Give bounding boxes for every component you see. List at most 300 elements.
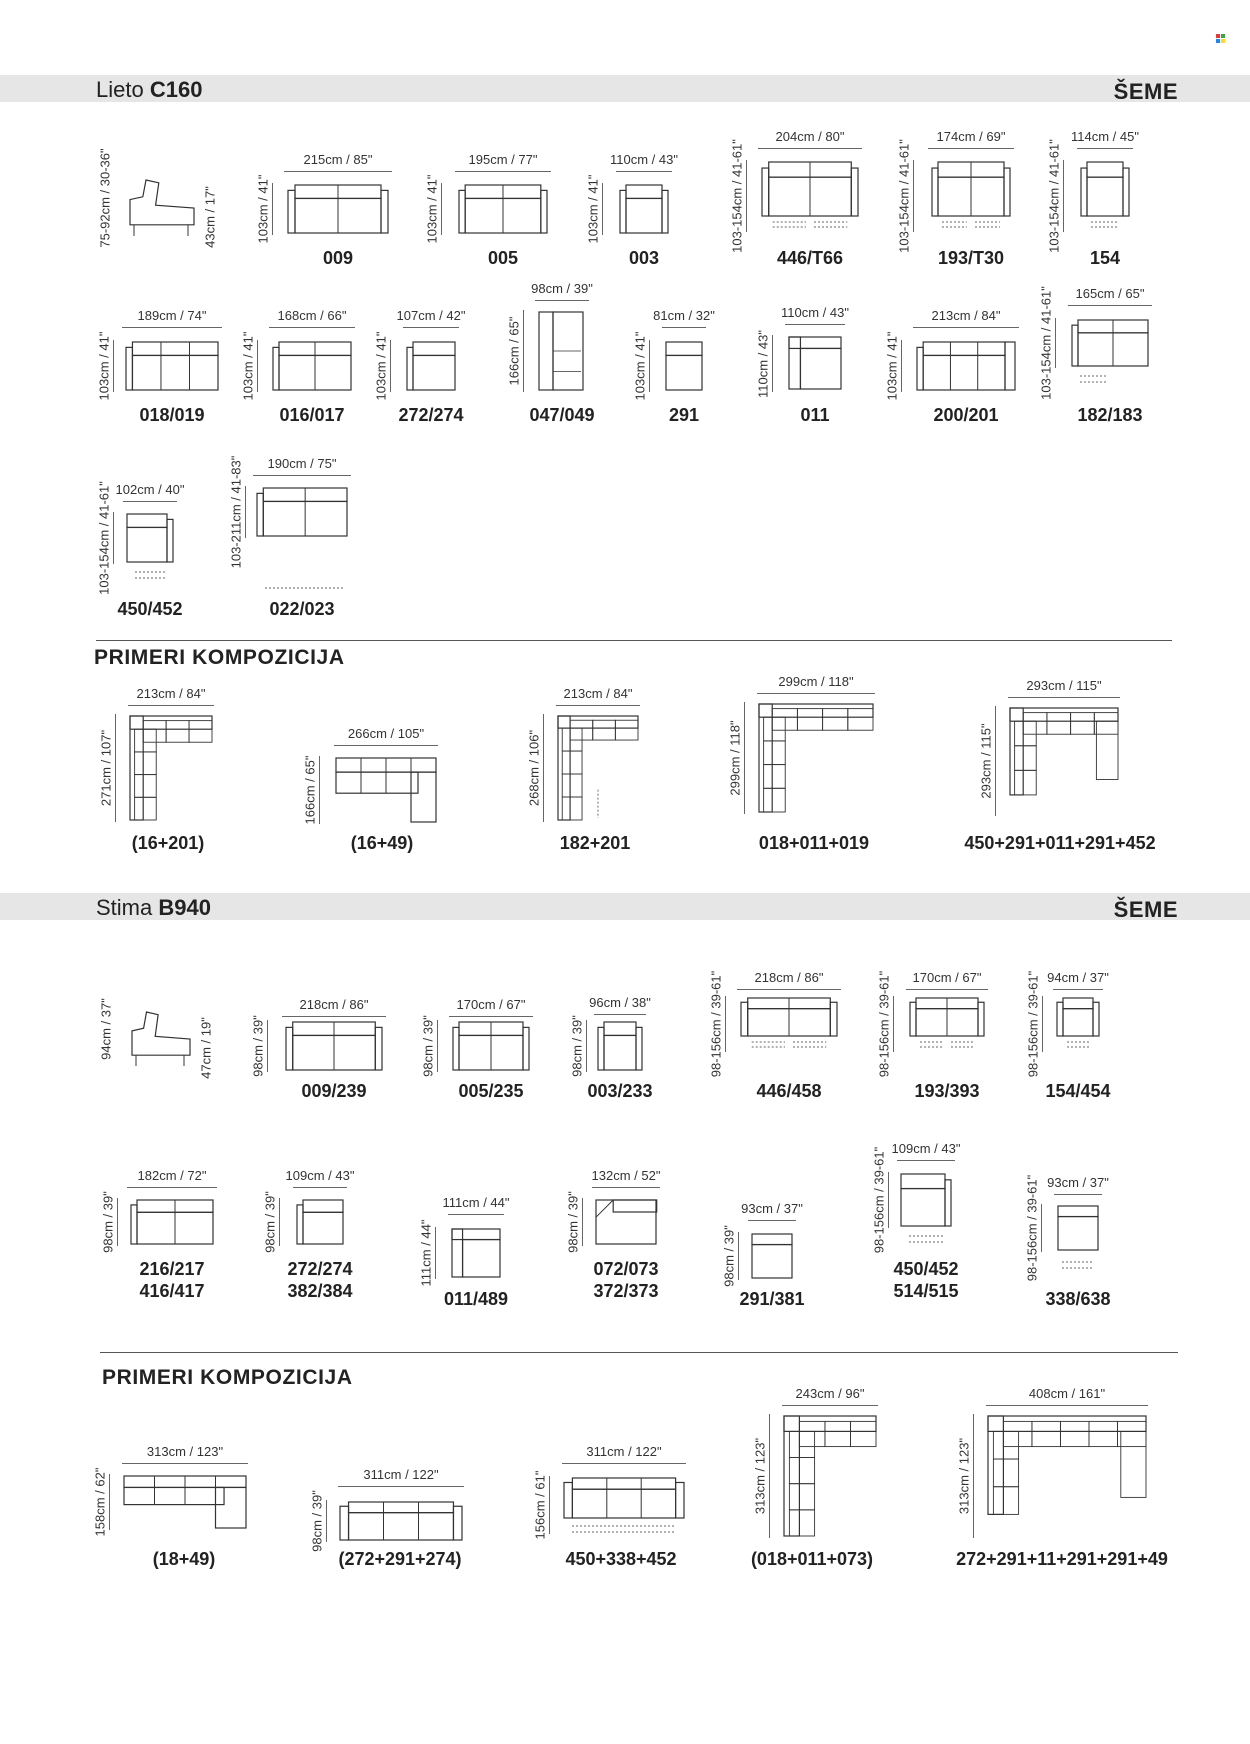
width-dimension-line	[282, 1016, 386, 1017]
height-dimension-line	[769, 1414, 770, 1538]
height-label: 103cm / 41"	[632, 331, 648, 401]
side-profile-1	[130, 1010, 192, 1068]
height-dimension-line	[649, 340, 650, 392]
scheme-1-2-drawing	[596, 1020, 644, 1072]
width-dimension-line	[1068, 305, 1152, 306]
composition-code: 450+291+011+291+452	[964, 833, 1156, 853]
scheme-0-14	[125, 512, 175, 564]
scheme-0-10-drawing	[664, 340, 704, 392]
compositions-title: PRIMERI KOMPOZICIJA	[102, 1366, 353, 1389]
height-dimension-line	[113, 512, 114, 564]
width-label: 110cm / 43"	[781, 305, 849, 320]
code-line: 016/017	[279, 405, 345, 425]
height-label: 158cm / 62"	[92, 1467, 108, 1537]
height-dimension-line	[117, 1198, 118, 1246]
scheme-1-1	[451, 1020, 531, 1072]
scheme-0-5-drawing	[1079, 160, 1131, 232]
code-line: 272/274	[398, 405, 464, 425]
width-dimension-line	[122, 327, 222, 328]
scheme-1-5-drawing	[1055, 996, 1101, 1052]
scheme-0-3-drawing	[760, 160, 860, 232]
composition-0-0	[128, 714, 214, 822]
model-code-label	[139, 1258, 204, 1302]
height-dimension-line	[602, 183, 603, 235]
composition-1-1	[338, 1500, 464, 1542]
height-dimension-line	[113, 340, 114, 392]
width-dimension-line	[662, 327, 706, 328]
height-label: 103cm / 41"	[96, 331, 112, 401]
composition-1-1-drawing	[338, 1500, 464, 1542]
composition-0-0-drawing	[128, 714, 214, 822]
width-dimension-line	[284, 171, 392, 172]
composition-1-3-drawing	[782, 1414, 878, 1538]
width-label: 98cm / 39"	[531, 281, 593, 296]
model-code-label	[269, 598, 334, 620]
width-dimension-line	[128, 705, 214, 706]
width-label: 102cm / 40"	[115, 482, 185, 497]
schemes-label: ŠEME	[1113, 897, 1178, 922]
code-line: 193/T30	[937, 248, 1005, 268]
composition-0-2	[556, 714, 640, 822]
model-code-label	[1045, 1080, 1110, 1102]
width-dimension-line	[748, 1220, 796, 1221]
width-label: 81cm / 32"	[653, 308, 715, 323]
scheme-0-12	[915, 340, 1017, 392]
model-code-label	[914, 1080, 979, 1102]
scheme-0-13-drawing	[1070, 318, 1150, 368]
model-code-label	[279, 404, 344, 426]
height-label: 98cm / 39"	[565, 1191, 581, 1253]
width-dimension-line	[403, 327, 459, 328]
height-dimension-line	[245, 486, 246, 538]
scheme-0-15	[255, 486, 349, 538]
code-line: 003	[628, 248, 660, 268]
section-divider	[100, 1352, 1178, 1353]
model-code-label	[529, 404, 594, 426]
height-label: 166cm / 65"	[506, 316, 522, 386]
height-dimension-line	[888, 1172, 889, 1228]
composition-1-0	[122, 1474, 248, 1530]
height-dimension-line	[744, 702, 745, 814]
model-code-label	[1090, 247, 1120, 269]
scheme-1-3-drawing	[739, 996, 839, 1052]
code-line: 011/489	[443, 1289, 509, 1309]
scheme-0-5	[1079, 160, 1131, 232]
height-label: 103cm / 41"	[884, 331, 900, 401]
height-dimension-line	[267, 1020, 268, 1072]
scheme-1-8-drawing	[450, 1227, 502, 1279]
width-label: 311cm / 122"	[363, 1467, 439, 1482]
width-label: 311cm / 122"	[586, 1444, 662, 1459]
height-dimension-line	[279, 1198, 280, 1246]
width-dimension-line	[1054, 1194, 1102, 1195]
side-profile-0-drawing	[128, 178, 196, 238]
model-code-label	[301, 1080, 366, 1102]
side-profile-1-drawing	[130, 1010, 192, 1068]
scheme-1-7-drawing	[295, 1198, 345, 1246]
height-label: 156cm / 61"	[532, 1470, 548, 1540]
height-label: 103cm / 41"	[585, 174, 601, 244]
scheme-0-1-drawing	[457, 183, 549, 235]
width-dimension-line	[906, 989, 988, 990]
height-dimension-line	[1063, 160, 1064, 232]
series-name: Lieto	[96, 77, 144, 102]
width-dimension-line	[269, 327, 355, 328]
width-label: 204cm / 80"	[775, 129, 845, 144]
width-label: 168cm / 66"	[277, 308, 347, 323]
height-dimension-line	[901, 340, 902, 392]
width-label: 94cm / 37"	[1047, 970, 1109, 985]
height-label: 111cm / 44"	[418, 1219, 434, 1287]
composition-code: (018+011+073)	[750, 1549, 874, 1569]
height-label: 98cm / 39"	[420, 1015, 436, 1077]
code-line: 005/235	[458, 1081, 524, 1101]
width-label: 313cm / 123"	[146, 1444, 224, 1459]
scheme-0-1	[457, 183, 549, 235]
width-label: 182cm / 72"	[137, 1168, 207, 1183]
scheme-1-5	[1055, 996, 1101, 1052]
model-code-label	[756, 1080, 821, 1102]
height-label: 103-154cm / 41-61"	[1046, 139, 1062, 253]
code-line: 005	[487, 248, 519, 268]
composition-1-2	[562, 1476, 686, 1534]
width-dimension-line	[455, 171, 551, 172]
width-dimension-line	[253, 475, 351, 476]
height-label: 293cm / 115"	[978, 723, 994, 799]
width-label: 107cm / 42"	[396, 308, 466, 323]
height-label: 166cm / 65"	[302, 755, 318, 825]
height-label: 98cm / 39"	[100, 1191, 116, 1253]
height-dimension-line	[973, 1414, 974, 1538]
height-label: 98cm / 39"	[309, 1490, 325, 1552]
model-code-label	[444, 1288, 508, 1310]
width-dimension-line	[123, 501, 177, 502]
seat-height-label: 47cm / 19"	[198, 1016, 214, 1079]
height-label: 299cm / 118"	[727, 720, 743, 796]
height-dimension-line	[390, 340, 391, 392]
scheme-1-7	[295, 1198, 345, 1246]
width-dimension-line	[592, 1187, 660, 1188]
width-dimension-line	[293, 1187, 347, 1188]
width-dimension-line	[1008, 697, 1120, 698]
height-label: 313cm / 123"	[956, 1437, 972, 1515]
code-line: 450/452	[893, 1259, 959, 1279]
composition-0-4	[1008, 706, 1120, 816]
code-line: 009	[322, 248, 354, 268]
scheme-0-9	[537, 310, 587, 392]
height-total-label: 94cm / 37"	[98, 998, 114, 1060]
scheme-0-9-drawing	[537, 310, 587, 392]
scheme-0-11	[787, 335, 843, 392]
composition-1-4	[986, 1414, 1148, 1538]
model-code-label	[287, 1258, 352, 1302]
section-header-1	[0, 893, 1250, 920]
width-dimension-line	[122, 1463, 248, 1464]
height-label: 103-154cm / 41-61"	[1038, 286, 1054, 400]
model-code-label	[777, 247, 843, 269]
scheme-1-10-drawing	[750, 1232, 794, 1280]
height-dimension-line	[995, 706, 996, 816]
composition-1-4-drawing	[986, 1414, 1148, 1538]
code-line: 416/417	[139, 1281, 205, 1301]
height-label: 98-156cm / 39-61"	[1024, 1174, 1040, 1282]
composition-code: 272+291+11+291+291+49	[956, 1549, 1168, 1569]
model-code-label	[933, 404, 998, 426]
code-line: 154/454	[1045, 1081, 1111, 1101]
code-line: 011	[800, 405, 830, 425]
width-label: 190cm / 75"	[267, 456, 337, 471]
width-label: 110cm / 43"	[610, 152, 678, 167]
width-label: 111cm / 44"	[442, 1195, 510, 1210]
composition-code: (18+49)	[152, 1549, 216, 1569]
composition-0-3	[757, 702, 875, 814]
height-label: 103cm / 41"	[424, 174, 440, 244]
width-label: 213cm / 84"	[931, 308, 1001, 323]
composition-code: 018+011+019	[758, 833, 870, 853]
composition-1-3	[782, 1414, 878, 1538]
height-label: 98cm / 39"	[262, 1191, 278, 1253]
scheme-0-7	[271, 340, 353, 392]
width-label: 114cm / 45"	[1071, 129, 1139, 144]
code-line: 018/019	[139, 405, 205, 425]
model-code-label	[488, 247, 518, 269]
height-dimension-line	[441, 183, 442, 235]
height-dimension-line	[1041, 1204, 1042, 1252]
height-label: 98cm / 39"	[569, 1015, 585, 1077]
height-label: 98-156cm / 39-61"	[876, 970, 892, 1078]
model-code-label	[800, 404, 829, 426]
width-dimension-line	[757, 693, 875, 694]
scheme-0-0-drawing	[286, 183, 390, 235]
scheme-1-2	[596, 1020, 644, 1072]
scheme-1-0-drawing	[284, 1020, 384, 1072]
composition-code: (16+49)	[350, 833, 414, 853]
height-dimension-line	[319, 756, 320, 824]
code-line: 216/217	[139, 1259, 205, 1279]
composition-0-3-drawing	[757, 702, 875, 814]
width-dimension-line	[594, 1014, 646, 1015]
scheme-0-4-drawing	[930, 160, 1012, 232]
code-line: 193/393	[914, 1081, 980, 1101]
width-dimension-line	[562, 1463, 686, 1464]
code-line: 200/201	[933, 405, 999, 425]
scheme-0-4	[930, 160, 1012, 232]
scheme-1-0	[284, 1020, 384, 1072]
height-label: 103cm / 41"	[255, 174, 271, 244]
height-dimension-line	[1042, 996, 1043, 1052]
code-line: 022/023	[269, 599, 335, 619]
code-line: 003/233	[587, 1081, 653, 1101]
width-label: 189cm / 74"	[137, 308, 207, 323]
width-dimension-line	[913, 327, 1019, 328]
height-dimension-line	[437, 1020, 438, 1072]
code-line: 072/073	[593, 1259, 659, 1279]
composition-code: 450+338+452	[565, 1549, 677, 1569]
scheme-0-13	[1070, 318, 1150, 368]
model-code-label	[139, 404, 204, 426]
height-dimension-line	[913, 160, 914, 232]
model-code-label	[669, 404, 699, 426]
code-line: 382/384	[287, 1281, 353, 1301]
model-code-label	[398, 404, 463, 426]
code-line: 291/381	[739, 1289, 805, 1309]
scheme-0-15-drawing	[255, 486, 349, 538]
width-dimension-line	[737, 989, 841, 990]
scheme-0-11-drawing	[787, 335, 843, 392]
width-dimension-line	[449, 1016, 533, 1017]
code-line: 047/049	[529, 405, 595, 425]
model-code-label	[593, 1258, 658, 1302]
height-label: 110cm / 43"	[755, 329, 771, 398]
composition-0-2-drawing	[556, 714, 640, 822]
model-code-label	[938, 247, 1004, 269]
scheme-0-2-drawing	[618, 183, 670, 235]
width-dimension-line	[758, 148, 862, 149]
height-dimension-line	[109, 1474, 110, 1530]
height-label: 103-154cm / 41-61"	[896, 139, 912, 253]
model-code-label	[1077, 404, 1142, 426]
height-dimension-line	[257, 340, 258, 392]
composition-code: (272+291+274)	[338, 1549, 462, 1569]
schemes-label: ŠEME	[1113, 79, 1178, 104]
code-line: 182/183	[1077, 405, 1143, 425]
height-dimension-line	[746, 160, 747, 232]
scheme-1-11-drawing	[899, 1172, 953, 1228]
width-dimension-line	[928, 148, 1014, 149]
width-label: 213cm / 84"	[563, 686, 633, 701]
series-title	[96, 77, 202, 103]
brand-logo-icon	[1216, 34, 1225, 43]
width-label: 218cm / 86"	[754, 970, 824, 985]
scheme-0-2	[618, 183, 670, 235]
scheme-0-14-drawing	[125, 512, 175, 564]
width-label: 170cm / 67"	[456, 997, 526, 1012]
width-label: 165cm / 65"	[1075, 286, 1145, 301]
width-dimension-line	[535, 300, 589, 301]
section-header-0	[0, 75, 1250, 102]
composition-code: (16+201)	[131, 833, 205, 853]
width-label: 299cm / 118"	[778, 674, 854, 689]
height-label: 268cm / 106"	[526, 729, 542, 807]
width-dimension-line	[782, 1405, 878, 1406]
height-label: 98-156cm / 39-61"	[708, 970, 724, 1078]
code-line: 446/T66	[776, 248, 844, 268]
side-profile-0	[128, 178, 196, 238]
scheme-1-9	[594, 1198, 658, 1246]
height-dimension-line	[582, 1198, 583, 1246]
composition-0-1	[334, 756, 438, 824]
code-line: 154	[1089, 248, 1121, 268]
model-code-label	[458, 1080, 523, 1102]
height-label: 98cm / 39"	[250, 1015, 266, 1077]
code-line: 291	[668, 405, 700, 425]
height-label: 271cm / 107"	[98, 729, 114, 807]
model-code-label	[1045, 1288, 1110, 1310]
height-dimension-line	[115, 714, 116, 822]
code-line: 514/515	[893, 1281, 959, 1301]
scheme-1-8	[450, 1227, 502, 1279]
width-dimension-line	[127, 1187, 217, 1188]
height-label: 98-156cm / 39-61"	[871, 1146, 887, 1254]
model-code-label	[739, 1288, 804, 1310]
scheme-1-10	[750, 1232, 794, 1280]
scheme-1-6-drawing	[129, 1198, 215, 1246]
width-dimension-line	[338, 1486, 464, 1487]
height-dimension-line	[725, 996, 726, 1052]
height-total-label: 75-92cm / 30-36"	[97, 148, 113, 248]
code-line: 450/452	[117, 599, 183, 619]
code-line: 009/239	[301, 1081, 367, 1101]
width-label: 109cm / 43"	[891, 1141, 961, 1156]
height-dimension-line	[543, 714, 544, 822]
scheme-0-12-drawing	[915, 340, 1017, 392]
width-label: 218cm / 86"	[299, 997, 369, 1012]
width-dimension-line	[986, 1405, 1148, 1406]
width-dimension-line	[556, 705, 640, 706]
composition-1-0-drawing	[122, 1474, 248, 1530]
height-dimension-line	[586, 1020, 587, 1072]
compositions-title: PRIMERI KOMPOZICIJA	[94, 646, 345, 669]
height-dimension-line	[326, 1500, 327, 1542]
height-dimension-line	[549, 1476, 550, 1534]
model-code-label	[629, 247, 659, 269]
width-label: 93cm / 37"	[741, 1201, 803, 1216]
scheme-1-6	[129, 1198, 215, 1246]
width-dimension-line	[448, 1214, 504, 1215]
scheme-0-3	[760, 160, 860, 232]
height-label: 98-156cm / 39-61"	[1025, 970, 1041, 1078]
model-code-label	[893, 1258, 958, 1302]
width-label: 243cm / 96"	[795, 1386, 865, 1401]
scheme-1-11	[899, 1172, 953, 1228]
model-code-label	[117, 598, 182, 620]
scheme-0-6	[124, 340, 220, 392]
code-line: 372/373	[593, 1281, 659, 1301]
scheme-1-1-drawing	[451, 1020, 531, 1072]
model-code: B940	[158, 895, 211, 920]
width-label: 170cm / 67"	[912, 970, 982, 985]
scheme-0-0	[286, 183, 390, 235]
scheme-0-6-drawing	[124, 340, 220, 392]
composition-0-1-drawing	[334, 756, 438, 824]
width-dimension-line	[897, 1160, 955, 1161]
code-line: 272/274	[287, 1259, 353, 1279]
height-dimension-line	[893, 996, 894, 1052]
height-dimension-line	[523, 310, 524, 392]
scheme-0-10	[664, 340, 704, 392]
composition-0-4-drawing	[1008, 706, 1120, 816]
width-label: 215cm / 85"	[303, 152, 373, 167]
height-label: 98cm / 39"	[721, 1225, 737, 1287]
width-dimension-line	[785, 324, 845, 325]
section-divider	[96, 640, 1172, 641]
height-label: 313cm / 123"	[752, 1437, 768, 1515]
model-code-label	[323, 247, 353, 269]
height-dimension-line	[272, 183, 273, 235]
series-title	[96, 895, 211, 921]
width-label: 174cm / 69"	[936, 129, 1006, 144]
height-label: 103-211cm / 41-83"	[228, 455, 244, 569]
width-label: 408cm / 161"	[1028, 1386, 1106, 1401]
scheme-1-4	[908, 996, 986, 1052]
scheme-1-3	[739, 996, 839, 1052]
scheme-1-4-drawing	[908, 996, 986, 1052]
width-dimension-line	[616, 171, 672, 172]
height-label: 103cm / 41"	[373, 331, 389, 401]
code-line: 338/638	[1045, 1289, 1111, 1309]
width-label: 213cm / 84"	[136, 686, 206, 701]
scheme-1-9-drawing	[594, 1198, 658, 1246]
